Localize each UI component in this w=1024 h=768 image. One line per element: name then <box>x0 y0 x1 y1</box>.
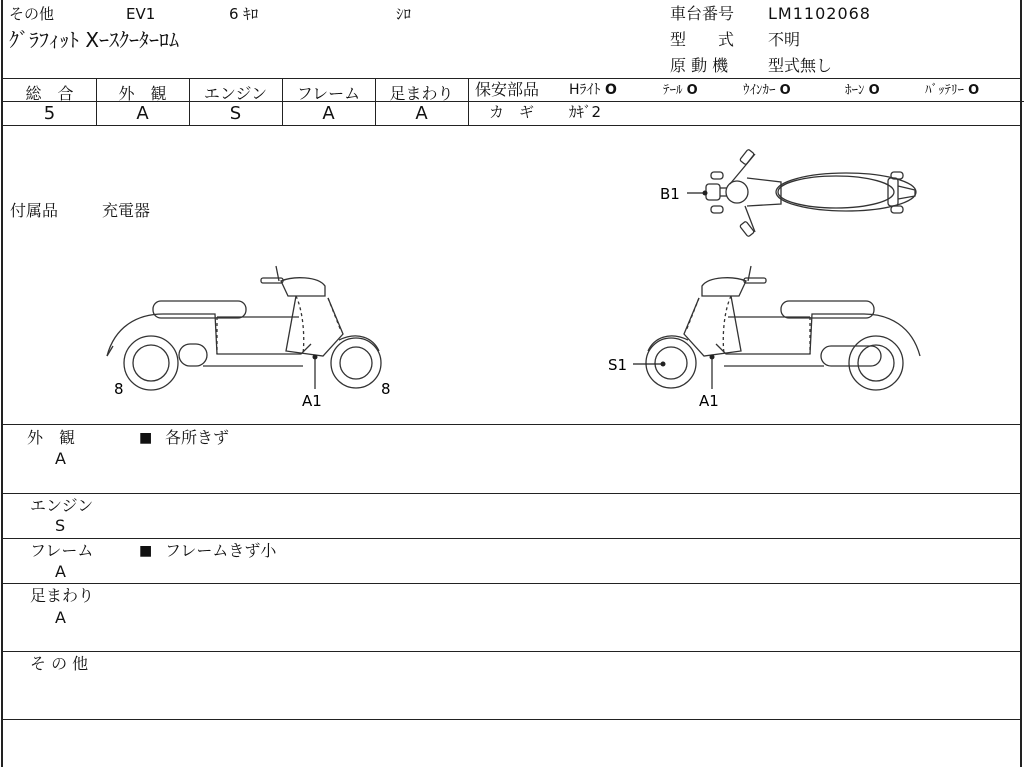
remark-grade-engine: S <box>55 516 66 535</box>
grade-label-exterior: 外 観 <box>118 84 167 103</box>
remark-label-frame: フレーム <box>30 541 94 560</box>
model-code: EV1 <box>126 5 156 23</box>
remark-grade-exterior: A <box>55 449 66 468</box>
scooter-top-view <box>706 149 916 237</box>
divider <box>3 424 1020 425</box>
check-mark: O <box>779 83 791 98</box>
divider <box>3 651 1020 652</box>
marker-a1-left: A1 <box>302 392 322 410</box>
divider <box>3 78 1020 79</box>
engine-type-label: 原 動 機 <box>670 56 729 75</box>
key-value: ｶｷﾞ2 <box>569 103 602 121</box>
grade-value-suspension: A <box>415 103 428 124</box>
grade-value-overall: 5 <box>43 103 56 124</box>
grade-value-frame: A <box>322 103 335 124</box>
grade-value-engine: S <box>229 103 242 124</box>
frame-no: LM1102068 <box>768 4 871 23</box>
grade-label-overall: 総 合 <box>25 84 74 103</box>
check-mark: O <box>686 83 698 98</box>
check-mark: O <box>604 82 617 98</box>
type-value: 不明 <box>768 30 801 49</box>
safety-tail: ﾃｰﾙ O <box>663 83 698 98</box>
remark-label-other: そ の 他 <box>30 654 89 673</box>
remark-note-frame: フレームきず小 <box>165 541 277 560</box>
scooter-left-view <box>107 266 381 390</box>
safety-winker: ｳｲﾝｶｰ O <box>743 83 791 98</box>
accessories-label: 付属品 <box>10 201 59 220</box>
tire-rear-left: 8 <box>381 380 391 398</box>
divider <box>3 583 1020 584</box>
remark-label-exterior: 外 観 <box>27 428 76 447</box>
category: その他 <box>9 5 55 23</box>
type-label: 型 式 <box>670 30 735 49</box>
divider <box>3 538 1020 539</box>
remark-grade-suspension: A <box>55 608 66 627</box>
frame-no-label: 車台番号 <box>670 4 735 23</box>
tire-front-left: 8 <box>114 380 124 398</box>
safety-horn: ﾎｰﾝ O <box>845 83 880 98</box>
mileage: 6 ｷﾛ <box>229 5 259 23</box>
remark-grade-frame: A <box>55 562 66 581</box>
marker-s1: S1 <box>608 356 628 374</box>
scooter-right-view <box>646 266 920 390</box>
grade-value-exterior: A <box>136 103 149 124</box>
remark-label-suspension: 足まわり <box>30 586 95 605</box>
safety-label: 保安部品 <box>475 80 540 99</box>
check-mark: O <box>868 83 880 98</box>
divider <box>3 719 1020 720</box>
remark-label-engine: エンジン <box>30 496 94 515</box>
safety-battery: ﾊﾞｯﾃﾘｰ O <box>925 83 980 98</box>
check-mark: O <box>968 83 980 98</box>
marker-b1: B1 <box>660 185 680 203</box>
key-label: カ ギ <box>489 103 535 121</box>
marker-a1-right: A1 <box>699 392 719 410</box>
inspection-sheet <box>1 0 1022 767</box>
vehicle-name: ｸﾞﾗﾌｨｯﾄ Xｰｽｸｰﾀｰﾛﾑ <box>9 28 180 52</box>
bullet-icon: ■ <box>139 430 153 446</box>
divider <box>3 493 1020 494</box>
grade-label-engine: エンジン <box>203 84 268 103</box>
grade-label-suspension: 足まわり <box>389 84 454 103</box>
remark-note-exterior: 各所きず <box>165 428 230 447</box>
color: ｼﾛ <box>396 5 412 23</box>
scooter-diagram <box>3 126 1022 424</box>
safety-headlight: Hﾗｲﾄ O <box>569 82 617 98</box>
engine-type-value: 型式無し <box>768 56 833 75</box>
bullet-icon: ■ <box>139 543 153 559</box>
accessories-value: 充電器 <box>102 201 151 220</box>
grade-label-frame: フレーム <box>296 84 361 103</box>
